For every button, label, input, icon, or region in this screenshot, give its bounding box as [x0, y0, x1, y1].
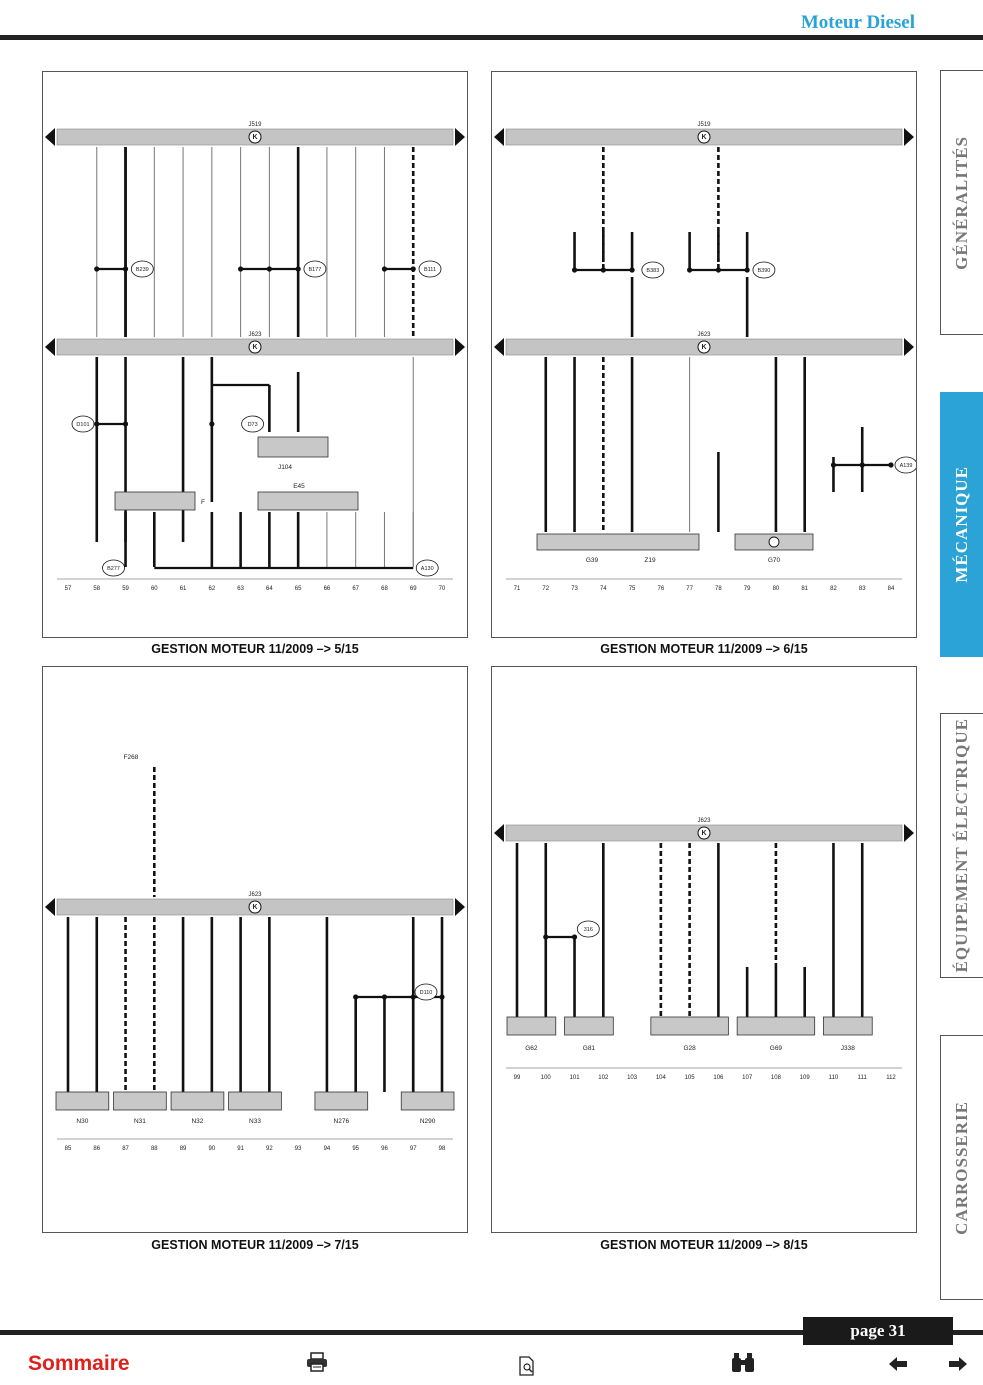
- track-number: 99: [513, 1075, 521, 1081]
- component-box: [115, 492, 195, 510]
- connector-label: B277: [107, 566, 120, 572]
- splice-point: [123, 421, 128, 426]
- component-label: F: [201, 499, 205, 506]
- component-label: N30: [76, 1118, 89, 1125]
- bus-label: J519: [697, 122, 711, 128]
- connector-label: A139: [899, 463, 913, 469]
- bus-arrow-left-icon: [45, 128, 55, 146]
- arrow-left-icon[interactable]: [888, 1356, 908, 1377]
- component-label: N31: [133, 1118, 146, 1125]
- component-label: G62: [525, 1045, 538, 1052]
- control-unit-symbol: K: [252, 134, 258, 142]
- track-number: 98: [438, 1146, 446, 1152]
- splice-point: [572, 934, 577, 939]
- track-number: 81: [801, 586, 809, 592]
- splice-point: [687, 267, 692, 272]
- track-number: 75: [628, 586, 636, 592]
- track-number: 82: [830, 586, 837, 592]
- splice-point: [94, 266, 99, 271]
- connector-label: B111: [423, 267, 437, 273]
- track-number: 60: [150, 586, 158, 592]
- control-unit-symbol: K: [701, 134, 707, 142]
- top-divider: [0, 35, 983, 40]
- track-number: 100: [540, 1075, 551, 1081]
- track-number: 73: [571, 586, 578, 592]
- component-label: N33: [249, 1118, 261, 1125]
- splice-point: [716, 267, 721, 272]
- component-box: [823, 1017, 872, 1035]
- splice-point: [238, 266, 243, 271]
- bus-arrow-right-icon: [455, 128, 465, 146]
- bus-arrow-left-icon: [494, 128, 504, 146]
- sommaire-link[interactable]: Sommaire: [28, 1352, 130, 1375]
- splice-point: [94, 421, 99, 426]
- track-number: 61: [179, 586, 187, 592]
- track-number: 105: [684, 1075, 695, 1081]
- component-box: [315, 1092, 368, 1110]
- component-label: G70: [767, 557, 781, 564]
- arrow-right-icon[interactable]: [948, 1356, 968, 1377]
- connector-label: B239: [135, 267, 149, 273]
- track-number: 104: [655, 1075, 666, 1081]
- component-label: G39: [585, 557, 599, 564]
- component-box: [258, 492, 358, 510]
- diagram-caption: GESTION MOTEUR 11/2009 –> 6/15: [600, 642, 808, 656]
- track-number: 109: [799, 1075, 810, 1081]
- component-box: [56, 1092, 109, 1110]
- control-unit-symbol: K: [252, 904, 258, 912]
- splice-point: [296, 266, 301, 271]
- track-number: 91: [237, 1146, 244, 1152]
- track-number: 67: [352, 586, 360, 592]
- wiring-diagram-8-15: [491, 666, 917, 1233]
- track-number: 57: [64, 586, 72, 592]
- bus-label: J623: [248, 892, 262, 898]
- document-icon[interactable]: [518, 1356, 536, 1381]
- track-number: 102: [598, 1075, 609, 1081]
- connector-label: A130: [420, 566, 434, 572]
- tab-equipement-electrique[interactable]: [940, 713, 983, 978]
- track-number: 112: [886, 1075, 896, 1081]
- tab-generalites[interactable]: [940, 70, 983, 335]
- track-number: 84: [887, 586, 895, 592]
- control-unit-symbol: K: [701, 830, 707, 838]
- track-number: 92: [266, 1146, 273, 1152]
- connector-label: 316: [583, 927, 593, 933]
- component-label: N276: [333, 1118, 350, 1125]
- control-unit-symbol: K: [701, 344, 707, 352]
- bus-arrow-right-icon: [455, 898, 465, 916]
- splice-point: [888, 462, 893, 467]
- connector-label: B383: [646, 268, 660, 274]
- diagram-caption: GESTION MOTEUR 11/2009 –> 7/15: [151, 1238, 359, 1252]
- tab-label: MÉCANIQUE: [952, 466, 971, 583]
- component-box: [401, 1092, 454, 1110]
- splice-point: [209, 421, 214, 426]
- splice-point: [411, 994, 416, 999]
- splice-point: [831, 462, 836, 467]
- component-box: [229, 1092, 282, 1110]
- track-number: 87: [122, 1146, 129, 1152]
- bus-arrow-right-icon: [904, 824, 914, 842]
- connector-label: B390: [757, 268, 771, 274]
- splice-point: [745, 267, 750, 272]
- wiring-diagram-6-15: [491, 71, 917, 638]
- track-number: 94: [323, 1146, 331, 1152]
- splice-point: [601, 267, 606, 272]
- track-number: 101: [569, 1075, 580, 1081]
- component-label: J338: [840, 1045, 855, 1052]
- track-number: 96: [381, 1146, 388, 1152]
- splice-point: [267, 266, 272, 271]
- track-number: 70: [438, 586, 446, 592]
- tab-label: CARROSSERIE: [952, 1100, 971, 1235]
- component-label: J104: [277, 464, 293, 471]
- bus-arrow-right-icon: [904, 338, 914, 356]
- track-number: 85: [64, 1146, 72, 1152]
- bus-label: F268: [123, 754, 139, 761]
- splice-point: [629, 267, 634, 272]
- diagram-caption: GESTION MOTEUR 11/2009 –> 5/15: [151, 642, 359, 656]
- track-number: 76: [657, 586, 665, 592]
- bus-arrow-left-icon: [494, 338, 504, 356]
- track-number: 111: [857, 1075, 867, 1081]
- track-number: 108: [770, 1075, 781, 1081]
- track-number: 103: [627, 1075, 638, 1081]
- track-number: 62: [208, 586, 216, 592]
- bus-label: J519: [248, 122, 262, 128]
- component-label: G69: [769, 1045, 783, 1052]
- tab-carrosserie[interactable]: [940, 1035, 983, 1300]
- bus-label: J623: [697, 332, 711, 338]
- tab-label: GÉNÉRALITÉS: [952, 135, 971, 270]
- component-label: N32: [191, 1118, 204, 1125]
- component-label: Z19: [644, 557, 656, 564]
- track-number: 107: [742, 1075, 753, 1081]
- component-box: [565, 1017, 614, 1035]
- component-box: [507, 1017, 556, 1035]
- track-number: 69: [409, 586, 417, 592]
- bus-arrow-right-icon: [455, 338, 465, 356]
- track-number: 72: [542, 586, 550, 592]
- diagram-caption: GESTION MOTEUR 11/2009 –> 8/15: [600, 1238, 808, 1252]
- wiring-diagram-5-15: [42, 71, 468, 638]
- component-box: [651, 1017, 729, 1035]
- connector-label: D110: [419, 990, 433, 996]
- bus-arrow-left-icon: [45, 338, 55, 356]
- track-number: 88: [150, 1146, 158, 1152]
- track-number: 86: [93, 1146, 101, 1152]
- splice-point: [123, 266, 128, 271]
- component-label: E45: [293, 483, 305, 490]
- track-number: 74: [599, 586, 607, 592]
- tab-label: ÉQUIPEMENT ÉLECTRIQUE: [952, 718, 971, 973]
- track-number: 64: [266, 586, 273, 592]
- component-label: G81: [582, 1045, 596, 1052]
- component-box: [737, 1017, 815, 1035]
- track-number: 95: [352, 1146, 360, 1152]
- splice-point: [382, 266, 387, 271]
- track-number: 83: [858, 586, 866, 592]
- component-box: [537, 534, 699, 550]
- track-number: 90: [208, 1146, 216, 1152]
- component-box: [258, 437, 328, 457]
- splice-point: [411, 266, 416, 271]
- bus-label: J623: [248, 332, 262, 338]
- connector-label: D73: [247, 422, 258, 428]
- track-number: 71: [513, 586, 521, 592]
- splice-point: [860, 462, 865, 467]
- splice-point: [353, 994, 358, 999]
- binoculars-icon[interactable]: [730, 1352, 756, 1379]
- splice-point: [543, 934, 548, 939]
- bus-arrow-left-icon: [45, 898, 55, 916]
- component-box: [171, 1092, 224, 1110]
- track-number: 65: [294, 586, 302, 592]
- page-number: page 31: [803, 1317, 953, 1345]
- wiring-diagram-7-15: [42, 666, 468, 1233]
- component-label: N290: [419, 1118, 436, 1125]
- control-unit-symbol: K: [252, 344, 258, 352]
- splice-point: [572, 267, 577, 272]
- track-number: 97: [409, 1146, 417, 1152]
- track-number: 79: [743, 586, 751, 592]
- connector-label: D101: [76, 422, 90, 428]
- track-number: 106: [713, 1075, 724, 1081]
- track-number: 68: [381, 586, 388, 592]
- track-number: 89: [179, 1146, 187, 1152]
- track-number: 58: [93, 586, 101, 592]
- track-number: 110: [828, 1075, 839, 1081]
- track-number: 93: [294, 1146, 302, 1152]
- print-icon[interactable]: [306, 1352, 328, 1377]
- track-number: 63: [237, 586, 244, 592]
- bus-arrow-left-icon: [494, 824, 504, 842]
- component-label: G28: [683, 1045, 696, 1052]
- track-number: 78: [715, 586, 722, 592]
- track-number: 80: [772, 586, 780, 592]
- splice-point: [439, 994, 444, 999]
- component-box: [114, 1092, 167, 1110]
- tab-mecanique[interactable]: [940, 392, 983, 657]
- bus-label: J623: [697, 818, 711, 824]
- track-number: 77: [686, 586, 693, 592]
- track-number: 59: [122, 586, 129, 592]
- splice-point: [382, 994, 387, 999]
- sensor-icon: [769, 537, 779, 547]
- page-title: Moteur Diesel: [800, 12, 915, 33]
- bus-arrow-right-icon: [904, 128, 914, 146]
- track-number: 66: [323, 586, 331, 592]
- connector-label: B177: [308, 267, 322, 273]
